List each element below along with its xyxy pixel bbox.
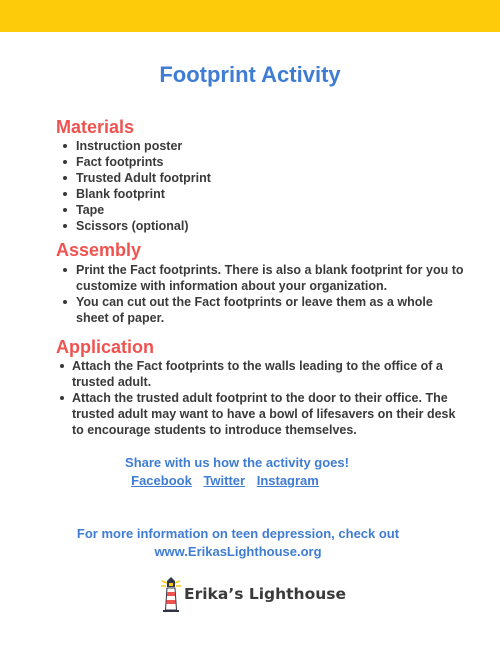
top-banner (0, 0, 500, 32)
facebook-link[interactable]: Facebook (131, 473, 192, 488)
erikas-lighthouse-logo (160, 575, 360, 615)
application-section (56, 337, 466, 438)
list-item: Print the Fact footprints. There is also a blank footprint for you to customize with information about your organization. (56, 262, 466, 294)
instagram-link[interactable]: Instagram (256, 473, 319, 488)
social-links (0, 473, 450, 488)
list-item: Attach the trusted adult footprint to the door to their office. The trusted adult may want to have a bowl of lifesavers on their desk to encourage students to introduce themselves. (56, 390, 466, 438)
materials-heading: Materials (56, 117, 135, 137)
more-info-text: For more information on teen depression, check out (76, 526, 400, 541)
list-item: Tape (56, 202, 466, 218)
twitter-link[interactable]: Twitter (203, 473, 246, 488)
share-text: Share with us how the activity goes! (125, 455, 349, 470)
materials-section (56, 117, 466, 234)
list-item: Fact footprints (56, 154, 466, 170)
website-link[interactable]: www.ErikasLighthouse.org (154, 544, 322, 559)
logo-text: Erika’s Lighthouse (184, 585, 347, 603)
list-item: Trusted Adult footprint (56, 170, 466, 186)
assembly-list (56, 262, 466, 326)
assembly-section (56, 240, 466, 326)
application-heading: Application (56, 337, 154, 357)
application-list (56, 358, 466, 438)
materials-list (56, 138, 466, 234)
lighthouse-icon (160, 575, 182, 613)
list-item: You can cut out the Fact footprints or leave them as a whole sheet of paper. (56, 294, 466, 326)
page-title: Footprint Activity (159, 62, 341, 87)
more-info (0, 525, 476, 561)
assembly-heading: Assembly (56, 240, 142, 260)
list-item: Scissors (optional) (56, 218, 466, 234)
list-item: Attach the Fact footprints to the walls leading to the office of a trusted adult. (56, 358, 466, 390)
list-item: Instruction poster (56, 138, 466, 154)
list-item: Blank footprint (56, 186, 466, 202)
